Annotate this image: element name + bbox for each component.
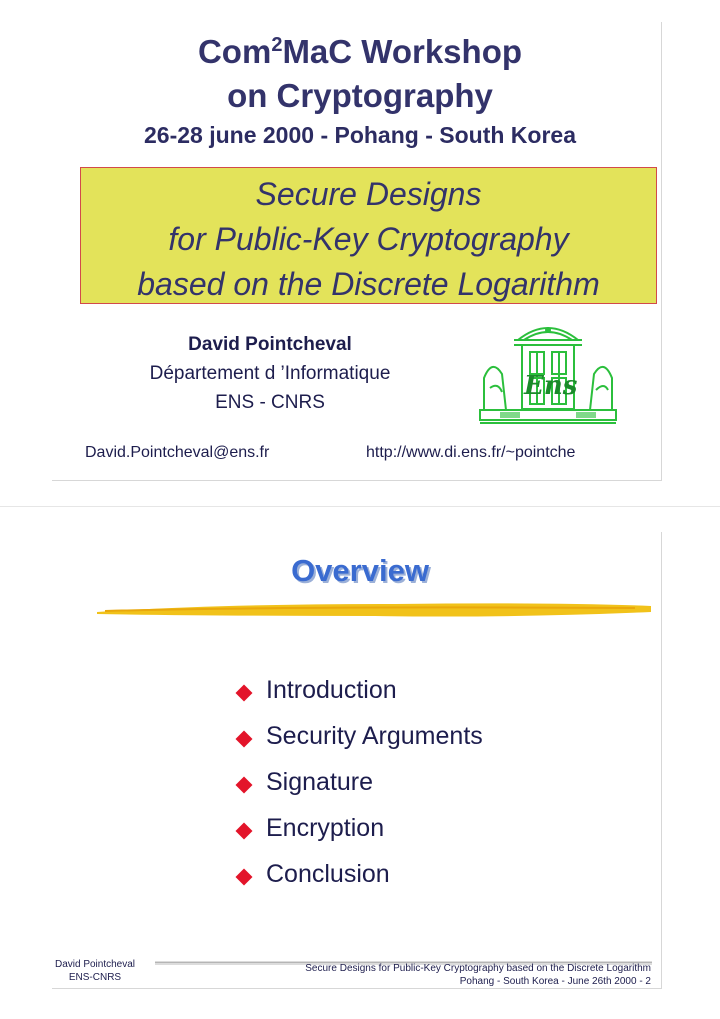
talk-title-line-1: Secure Designs bbox=[255, 176, 482, 212]
title-part-b: MaC Workshop bbox=[282, 33, 523, 70]
page-separator bbox=[0, 506, 720, 507]
footer-author: David Pointcheval bbox=[54, 959, 136, 970]
red-diamond-bullet-icon bbox=[236, 869, 253, 886]
lab-name: ENS - CNRS bbox=[215, 392, 325, 413]
bullet-text: Introduction bbox=[266, 676, 397, 704]
overview-title: Overview bbox=[291, 553, 429, 588]
footer-affiliation: ENS-CNRS bbox=[68, 972, 122, 983]
svg-text:Ens: Ens bbox=[524, 371, 578, 401]
footer-left bbox=[40, 958, 150, 984]
bullet-text: Signature bbox=[266, 768, 374, 796]
slide1-title bbox=[0, 30, 720, 118]
author-name: David Pointcheval bbox=[188, 334, 352, 355]
slide2-frame-bottom bbox=[52, 988, 662, 989]
red-diamond-bullet-icon bbox=[236, 731, 253, 748]
title-line-2: on Cryptography bbox=[227, 77, 493, 114]
footer-location-page: Pohang - South Korea - June 26th 2000 - 2 bbox=[459, 976, 651, 987]
bullet-text: Conclusion bbox=[266, 860, 390, 888]
title-part-a: Com bbox=[197, 33, 272, 70]
footer-rule bbox=[155, 952, 652, 956]
bullet-text: Encryption bbox=[266, 814, 385, 842]
title-superscript: 2 bbox=[271, 34, 283, 56]
title-underline-swoosh bbox=[95, 598, 655, 622]
footer-right bbox=[305, 962, 651, 988]
ens-building-logo-icon bbox=[476, 318, 620, 426]
department: Département d ’Informatique bbox=[149, 363, 391, 384]
talk-title-line-2: for Public-Key Cryptography bbox=[168, 221, 569, 257]
red-diamond-bullet-icon bbox=[236, 685, 253, 702]
footer-talk-title: Secure Designs for Public-Key Cryptography based on the Discrete Logarithm bbox=[305, 963, 651, 974]
bullet-text: Security Arguments bbox=[266, 722, 483, 750]
talk-title-box bbox=[80, 167, 657, 304]
slide2-frame-right bbox=[661, 532, 662, 988]
email-address: David.Pointcheval@ens.fr bbox=[85, 444, 270, 461]
red-diamond-bullet-icon bbox=[236, 777, 253, 794]
slide1-subtitle: 26-28 june 2000 - Pohang - South Korea bbox=[144, 122, 576, 148]
talk-title-line-3: based on the Discrete Logarithm bbox=[137, 266, 600, 302]
red-diamond-bullet-icon bbox=[236, 823, 253, 840]
slide1-frame-bottom bbox=[52, 480, 662, 481]
homepage-url: http://www.di.ens.fr/~pointche bbox=[366, 444, 576, 461]
